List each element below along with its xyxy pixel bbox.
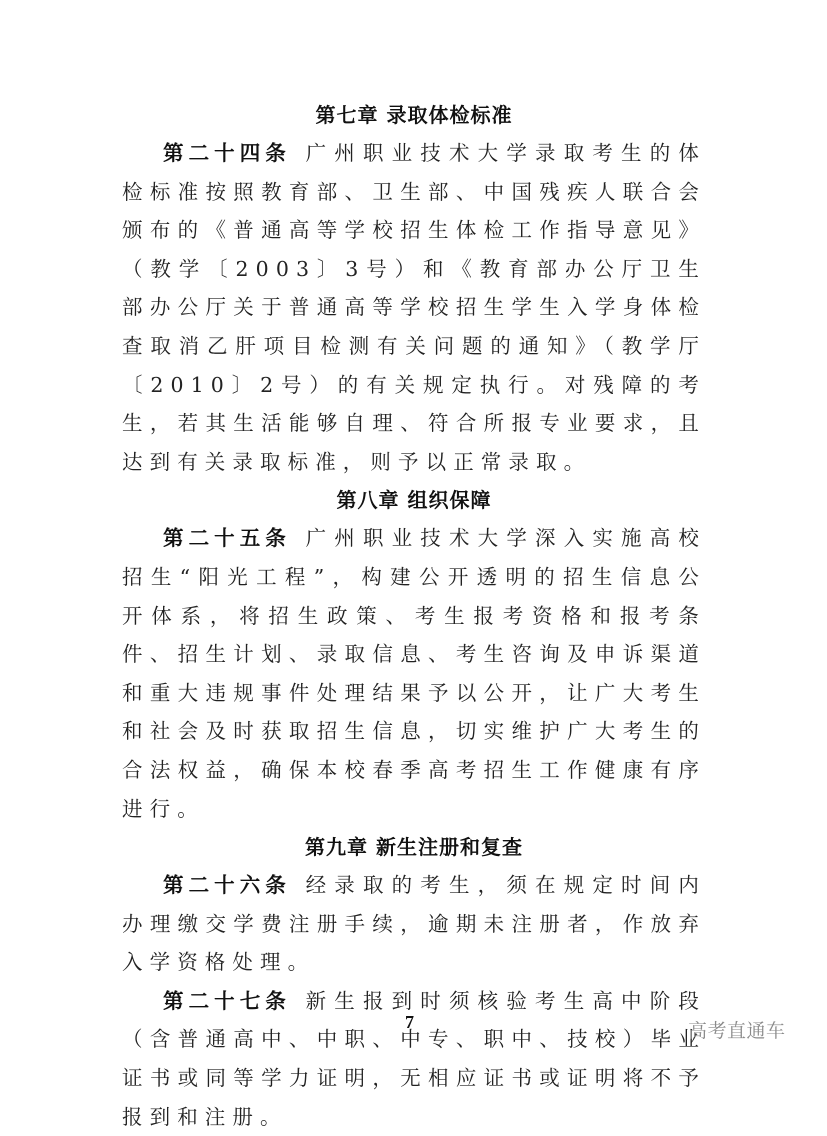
article-24 bbox=[122, 134, 706, 481]
article-26 bbox=[122, 866, 706, 982]
chapter-9-title: 第九章 新生注册和复查 bbox=[305, 835, 523, 860]
watermark-text: 高考直通车 bbox=[688, 1020, 786, 1042]
article-27-text: 新生报到时须核验考生高中阶段（含普通高中、中职、中专、职中、技校）毕业证书或同等学力证明，无相应证书或证明将不予报到和注册。 bbox=[122, 988, 706, 1129]
article-24-label: 第二十四条 bbox=[163, 141, 291, 165]
chapter-8-title: 第八章 组织保障 bbox=[336, 488, 492, 513]
document-page bbox=[122, 96, 706, 1136]
article-26-label: 第二十六条 bbox=[163, 873, 291, 898]
article-24-text: 广州职业技术大学录取考生的体检标准按照教育部、卫生部、中国残疾人联合会颁布的《普通高等学校招生体检工作指导意见》（教学〔2003〕3号）和《教育部办公厅卫生部办公厅关于普通高等学校招生学生入学身体检查取消乙肝项目检测有关问题的通知》（教学厅〔2010〕2号）的有关规定执行。对残障的考生，若其生活能够自理、符合所报专业要求，且达到有关录取标准，则予以正常录取。 bbox=[122, 141, 706, 474]
article-25-label: 第二十五条 bbox=[163, 526, 291, 551]
article-26-text: 经录取的考生，须在规定时间内办理缴交学费注册手续，逾期未注册者，作放弃入学资格处理。 bbox=[122, 873, 706, 975]
chapter-7-title: 第七章 录取体检标准 bbox=[315, 103, 513, 127]
article-27-label: 第二十七条 bbox=[163, 988, 291, 1013]
page-number: 7 bbox=[405, 1012, 414, 1032]
article-25 bbox=[122, 519, 706, 828]
article-25-text: 广州职业技术大学深入实施高校招生“阳光工程”，构建公开透明的招生信息公开体系，将招生政策、考生报考资格和报考条件、招生计划、录取信息、考生咨询及申诉渠道和重大违规事件处理结果予以公开，让广大考生和社会及时获取招生信息，切实维护广大考生的合法权益，确保本校春季高考招生工作健康有序进行。 bbox=[122, 526, 706, 821]
article-27 bbox=[122, 982, 706, 1136]
